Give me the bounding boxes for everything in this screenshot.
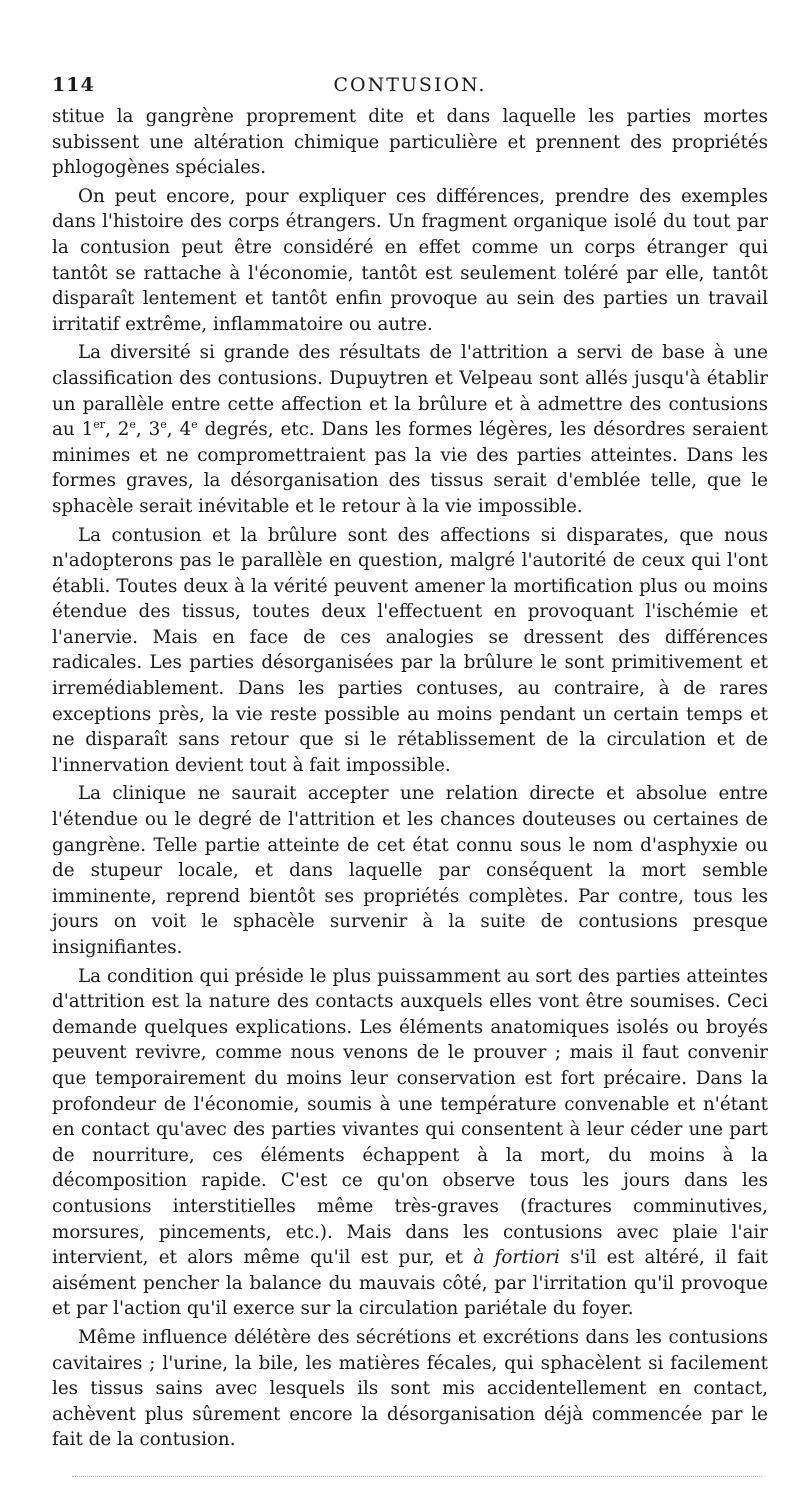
- superscript: e: [191, 418, 198, 432]
- paragraph-secretions: Même influence délétère des sécrétions et excrétions dans les contusions cavitaires ; l'urine, la bile, les matières fécales, qui sphacèlent si facilement les tissus sains avec lesquels ils sont mis accidentellement en contact, achèvent plus sûrement encore la désorganisation déjà commencée par le fait de la contusion.: [52, 1326, 768, 1451]
- paragraph-text: s'il est altéré, il fait aisément pencher la balance du mauvais côté, par l'irritation qu'il provoque et par l'action qu'il exerce sur la circulation pariétale du foyer.: [52, 1247, 768, 1320]
- superscript: e: [160, 418, 167, 432]
- paragraph-text: degrés, etc. Dans les formes légères, les désordres seraient minimes et ne compromettraient pas la vie des parties atteintes. Dans les formes graves, la désorganisation des tissus serait d'emblée telle, que le sphacèle serait inévitable et le retour à la vie impossible.: [52, 419, 768, 517]
- paragraph-clinical: La clinique ne saurait accepter une relation directe et absolue entre l'étendue ou le degré de l'attrition et les chances douteuses ou certaines de gangrène. Telle partie atteinte de cet état connu sous le nom d'asphyxie ou de stupeur locale, et dans laquelle par conséquent la mort semble imminente, reprend bientôt ses propriétés complètes. Par contre, tous les jours on voit le sphacèle survenir à la suite de contusions presque insignifiantes.: [52, 783, 768, 958]
- paragraph-text: La condition qui préside le plus puissamment au sort des parties atteintes d'attrition est la nature des contacts auxquels elles vont être soumises. Ceci demande quelques explications. Les éléments anatomiques isolés ou broyés peuvent revivre, comme nous venons de le prouver ; mais il faut convenir que temporairement du moins leur conservation est fort précaire. Dans la profondeur de l'économie, soumis à une température convenable et n'étant en contact qu'avec des parties vivantes qui consentent à leur céder une part de nourriture, ces éléments échappent à la mort, du moins à la décomposition rapide. C'est ce qu'on observe tous les jours dans les contusions interstitielles même très-graves (fractures comminutives, morsures, pincements, etc.). Mais dans les contusions avec plaie l'air intervient, et alors même qu'il est pur, et: [52, 965, 768, 1269]
- paragraph-classification: [52, 340, 768, 519]
- paragraph-text: , 4: [166, 419, 192, 441]
- paragraph-contacts: [52, 964, 768, 1322]
- paragraph-text: , 2: [105, 419, 130, 441]
- page-number: 114: [52, 74, 95, 96]
- superscript: e: [129, 418, 136, 432]
- page-header: [52, 74, 768, 104]
- paragraph-continuation: stitue la gangrène proprement dite et dans laquelle les parties mortes subissent une altération chimique particulière et prennent des propriétés phlogogènes spéciales.: [52, 106, 768, 179]
- body-text: [52, 104, 768, 1453]
- paragraph-foreign-bodies: On peut encore, pour expliquer ces différences, prendre des exemples dans l'histoire des corps étrangers. Un fragment organique isolé du tout par la contusion peut être considéré en effet comme un corps étranger qui tantôt se rattache à l'économie, tantôt est seulement toléré par elle, tantôt disparaît lentement et tantôt enfin provoque au sein des parties un travail irritatif extrême, inflammatoire ou autre.: [52, 185, 768, 335]
- paragraph-text: La diversité si grande des résultats de l'attrition a servi de base à une classification des contusions. Dupuytren et Velpeau sont allés jusqu'à établir un parallèle entre cette affection et la brûlure et à admettre des contusions au 1: [52, 342, 768, 441]
- paragraph-burn-comparison: La contusion et la brûlure sont des affections si disparates, que nous n'adopterons pas le parallèle en question, malgré l'autorité de ceux qui l'ont établi. Toutes deux à la vérité peuvent amener la mortification plus ou moins étendue des tissus, toutes deux l'effectuent en provoquant l'ischémie et l'anervie. Mais en face de ces analogies se dressent des différences radicales. Les parties désorganisées par la brûlure le sont primitivement et irremédiablement. Dans les parties contuses, au contraire, à de rares exceptions près, la vie reste possible au moins pendant un certain temps et ne disparaît sans retour que si le rétablissement de la circulation et de l'innervation devient tout à fait impossible.: [52, 524, 768, 776]
- footer-rule: [72, 1476, 762, 1477]
- paragraph-text: , 3: [135, 419, 161, 441]
- running-title: CONTUSION.: [333, 74, 487, 96]
- italic-phrase: à fortiori: [473, 1247, 560, 1269]
- book-page: [52, 74, 768, 1453]
- superscript: er: [93, 418, 106, 432]
